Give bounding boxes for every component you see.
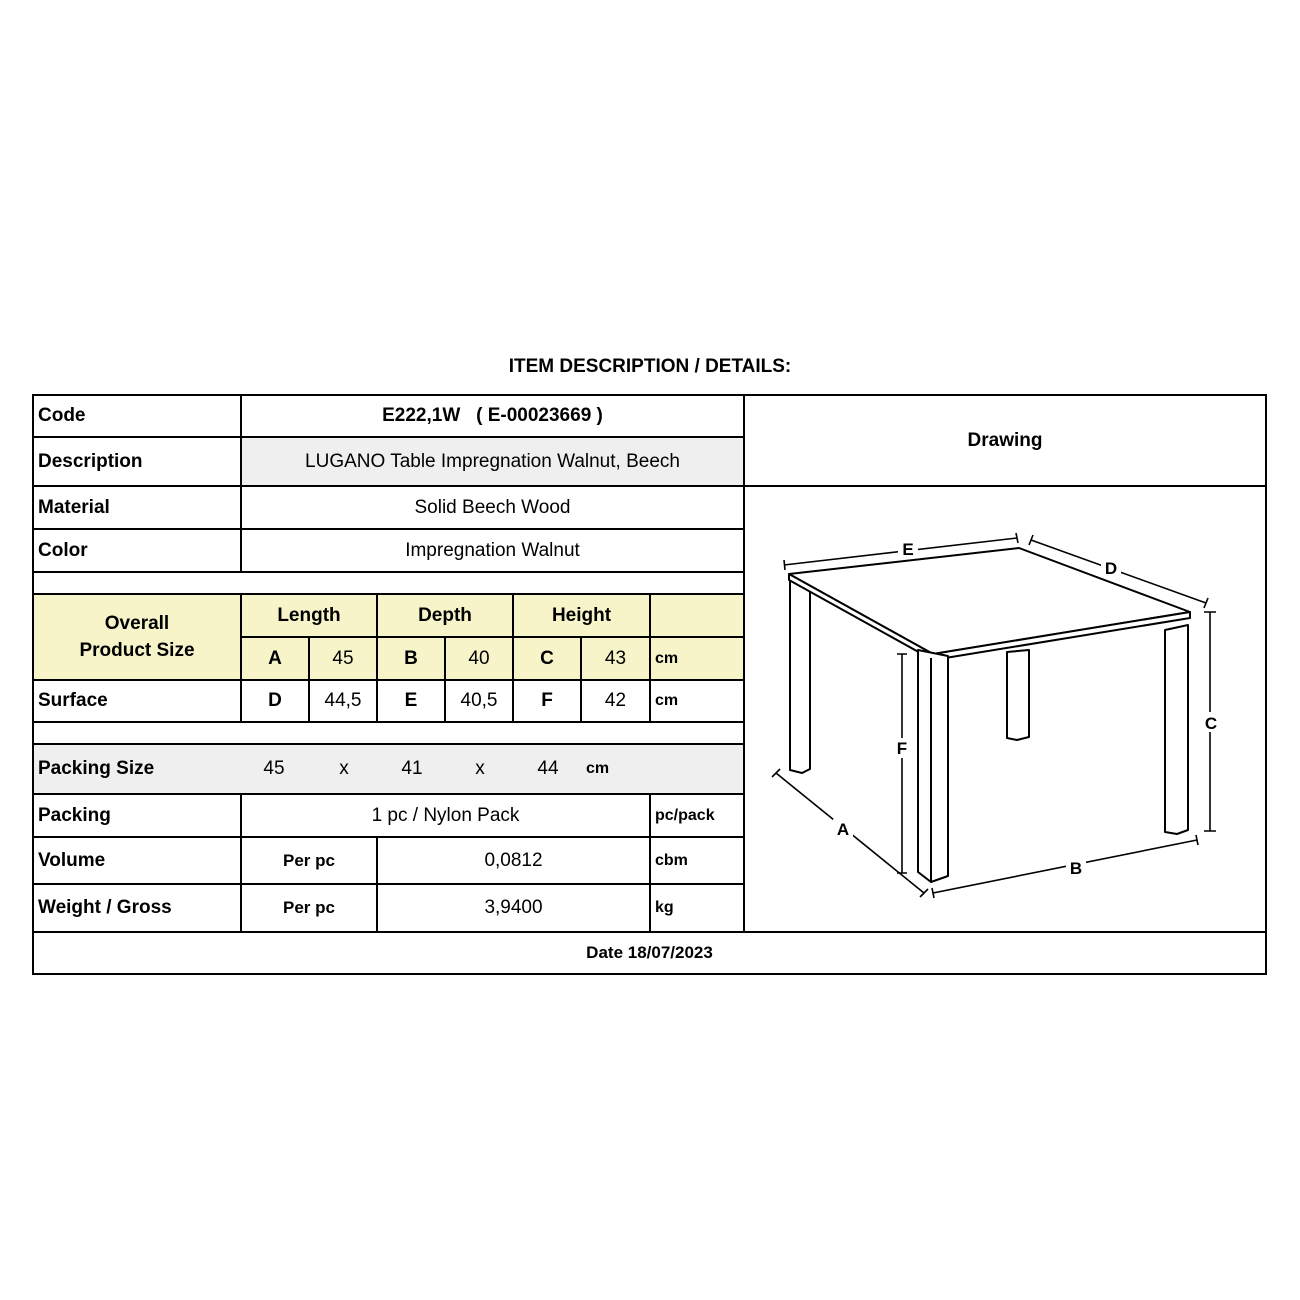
volume-unit: cbm — [655, 851, 688, 869]
page-title: ITEM DESCRIPTION / DETAILS: — [508, 356, 792, 377]
dim-value-c: 43 — [604, 647, 627, 669]
description-label: Description — [38, 450, 143, 472]
weight-per: Per pc — [283, 898, 335, 917]
dim-value-e: 40,5 — [460, 690, 498, 711]
packing-sep-2: x — [475, 758, 485, 779]
color-value: Impregnation Walnut — [405, 539, 580, 561]
code-value: E222,1W ( E-00023669 ) — [382, 405, 603, 426]
overall-size-label: Overall Product Size — [79, 613, 195, 661]
depth-header: Depth — [418, 604, 472, 626]
date: Date 18/07/2023 — [586, 943, 713, 962]
drawing-header: Drawing — [967, 429, 1043, 451]
dim-value-f: 42 — [604, 690, 627, 711]
surface-label: Surface — [38, 690, 108, 711]
volume-per: Per pc — [283, 850, 335, 870]
dim-letter-e: E — [404, 690, 418, 711]
description-value: LUGANO Table Impregnation Walnut, Beech — [305, 450, 680, 472]
dim-letter-b: B — [404, 647, 418, 669]
packing-sep-1: x — [339, 758, 349, 779]
table-drawing — [744, 486, 1264, 932]
weight-unit: kg — [655, 899, 674, 916]
packing-length: 45 — [263, 758, 285, 779]
drawing-label-d: D — [1104, 559, 1118, 578]
dim-letter-f: F — [541, 690, 553, 711]
code-label: Code — [38, 405, 86, 426]
material-value: Solid Beech Wood — [414, 496, 571, 518]
volume-label: Volume — [38, 849, 106, 871]
dim-letter-a: A — [268, 647, 282, 669]
dim-value-b: 40 — [468, 647, 490, 669]
packing-depth: 41 — [401, 758, 423, 779]
length-header: Length — [277, 604, 341, 626]
drawing-label-e: E — [902, 540, 914, 559]
dim-value-a: 45 — [332, 647, 354, 669]
color-label: Color — [38, 539, 88, 561]
dim-value-d: 44,5 — [324, 690, 362, 711]
packing-label: Packing — [38, 804, 111, 826]
packing-value: 1 pc / Nylon Pack — [371, 804, 520, 826]
overall-unit: cm — [655, 649, 679, 667]
weight-value: 3,9400 — [484, 897, 543, 918]
surface-unit: cm — [655, 692, 679, 709]
height-header: Height — [551, 604, 612, 626]
packing-unit: pc/pack — [655, 806, 715, 824]
material-label: Material — [38, 496, 110, 518]
packing-size-label: Packing Size — [38, 758, 155, 779]
dim-letter-d: D — [268, 690, 282, 711]
drawing-label-a: A — [836, 820, 850, 839]
drawing-label-c: C — [1204, 714, 1218, 733]
packing-size-unit: cm — [586, 760, 610, 777]
volume-value: 0,0812 — [484, 849, 543, 871]
drawing-label-f: F — [896, 739, 908, 758]
weight-label: Weight / Gross — [38, 897, 172, 918]
dim-letter-c: C — [540, 647, 554, 669]
packing-height: 44 — [537, 758, 559, 779]
drawing-label-b: B — [1069, 859, 1083, 878]
